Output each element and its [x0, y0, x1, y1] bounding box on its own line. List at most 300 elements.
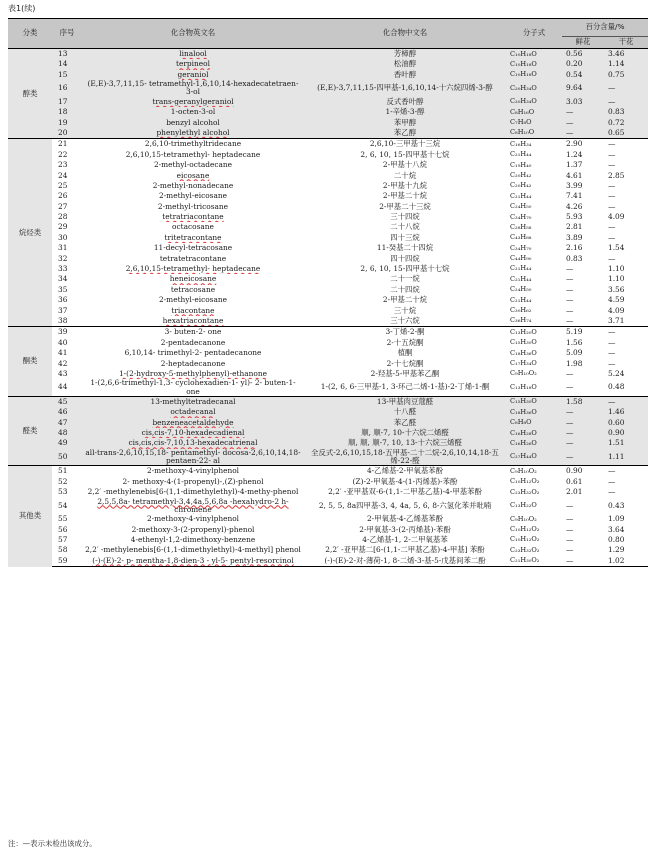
fresh-percent-cell: —	[562, 107, 604, 117]
table-header	[8, 19, 648, 49]
index-cell: 45	[52, 396, 82, 407]
fresh-percent-cell: —	[562, 407, 604, 417]
dried-percent-cell: 1.11	[604, 449, 648, 466]
english-name-text: hexatriacontane	[162, 315, 224, 325]
formula-cell: C₂₃H₃₂O₂	[510, 545, 540, 554]
fresh-percent-cell: —	[562, 316, 604, 327]
formula-cell: C₂₁H₄₄	[510, 264, 532, 273]
chinese-name-cell: 2-十七烷酮	[386, 358, 424, 368]
formula-cell: C₈H₁₆O	[506, 107, 562, 117]
table-row	[8, 222, 648, 232]
fresh-percent-cell: 0.56	[562, 49, 604, 60]
chinese-name-cell: 2-羟基-5-甲基苯乙酮	[370, 368, 440, 378]
chinese-name-cell: 1-辛烯-3-醇	[304, 107, 506, 117]
dried-percent-cell: 0.43	[608, 500, 625, 510]
table-row	[8, 359, 648, 369]
chinese-name-cell: 2-甲基二十烷	[382, 191, 428, 201]
english-name-cell: 1-octen-3-ol	[82, 107, 304, 117]
formula-cell: C₉H₁₀O₂	[510, 369, 537, 378]
chinese-name-cell: 2, 6, 10, 15-四甲基十七烷	[360, 264, 450, 274]
dried-percent-cell: 0.80	[608, 534, 625, 544]
index-cell: 30	[58, 232, 68, 242]
fresh-percent-cell: 3.03	[562, 97, 604, 107]
english-name-cell	[82, 233, 304, 243]
dried-percent-cell: 3.71	[604, 316, 648, 327]
index-cell: 58	[58, 545, 68, 555]
english-name-text: tritetracontane	[164, 232, 222, 242]
table-body	[8, 49, 648, 567]
index-cell: 37	[58, 305, 68, 315]
dried-percent-cell: —	[608, 358, 616, 368]
dried-percent-cell: 3.64	[608, 524, 625, 534]
chinese-name-cell: 苯甲醇	[304, 118, 506, 128]
header-percent: 百分含量/%	[562, 19, 648, 37]
formula-cell: C₂₀H₄₂	[510, 181, 532, 190]
table-row	[8, 487, 648, 497]
fresh-percent-cell: 0.90	[566, 466, 583, 476]
dried-percent-cell: 1.09	[608, 514, 625, 524]
english-name-cell: tetracosane	[170, 284, 216, 294]
table-row	[8, 212, 648, 222]
table-row	[8, 181, 648, 191]
index-cell: 56	[58, 524, 68, 534]
table-row	[8, 49, 648, 60]
index-cell: 23	[58, 160, 68, 170]
index-cell: 22	[58, 149, 68, 159]
dried-percent-cell: —	[608, 487, 616, 497]
index-cell: 36	[58, 295, 68, 305]
chinese-name-cell: 松油醇	[304, 59, 506, 69]
fresh-percent-cell: —	[562, 438, 604, 448]
table-row	[8, 327, 648, 338]
chinese-name-cell: 2-甲基十九烷	[382, 180, 428, 190]
english-name-cell	[82, 49, 304, 60]
formula-cell: C₂₄H₅₀	[510, 202, 532, 211]
chinese-name-cell: 二十烷	[393, 170, 417, 180]
dried-percent-cell: —	[608, 466, 616, 476]
formula-cell: C₃₆H₇₄	[506, 316, 562, 327]
chinese-name-cell: 四十四烷	[390, 253, 420, 263]
formula-cell: C₂₁H₄₄	[510, 295, 532, 304]
english-name-cell	[82, 498, 304, 515]
index-cell: 43	[58, 368, 68, 378]
table-row	[8, 233, 648, 243]
index-cell: 44	[52, 379, 82, 396]
index-cell: 26	[58, 191, 68, 201]
dried-percent-cell: 0.72	[604, 118, 648, 128]
formula-cell: C₁₀H₁₂O₂	[510, 524, 540, 533]
formula-cell: C₁₀H₁₂O₂	[510, 535, 540, 544]
english-name-cell	[82, 306, 304, 316]
index-cell: 16	[52, 80, 82, 97]
index-cell: 47	[52, 418, 82, 428]
index-cell: 38	[52, 316, 82, 327]
dried-percent-cell: —	[608, 253, 616, 263]
english-name-cell: 2-methoxy-4-vinylphenol	[146, 514, 240, 524]
english-name-cell: 3- buten-2- one	[164, 327, 222, 337]
fresh-percent-cell: 1.24	[566, 149, 583, 159]
formula-cell: C₂₄H₅₀	[510, 285, 532, 294]
formula-cell: C₂₁H₄₄	[510, 274, 532, 283]
index-cell: 19	[52, 118, 82, 128]
fresh-percent-cell: —	[562, 449, 604, 466]
formula-cell: C₂₈H₅₈	[510, 222, 532, 231]
english-name-cell	[82, 170, 304, 180]
english-name-text: (-)-(E)-2- p- mentha-1,8-dien-3 - yl-5- pentyl-resorcinol	[92, 555, 294, 565]
english-name-cell: 2-methyl-octadecane	[153, 160, 233, 170]
fresh-percent-cell: —	[566, 524, 574, 534]
dried-percent-cell: 4.09	[608, 212, 625, 222]
formula-cell: C₁₀H₁₂O₂	[510, 477, 540, 486]
header-dried: 干花	[604, 37, 648, 49]
compound-table	[8, 18, 648, 567]
fresh-percent-cell: —	[566, 514, 574, 524]
fresh-percent-cell: —	[566, 284, 574, 294]
index-cell: 14	[52, 59, 82, 69]
chinese-name-cell: 顺, 顺-7, 10-十六烷二烯醛	[304, 428, 506, 438]
english-name-cell: 2,2′ -methylenebis[6-(1,1-dimethylethyl)-4-methyl] phenol	[85, 545, 301, 555]
english-name-cell	[82, 97, 304, 107]
fresh-percent-cell: 9.64	[562, 80, 604, 97]
dried-percent-cell: 1.46	[604, 407, 648, 417]
fresh-percent-cell: 0.54	[562, 70, 604, 80]
fresh-percent-cell: 0.20	[562, 59, 604, 69]
formula-cell: C₁₈H₃₆O	[506, 407, 562, 417]
formula-cell: C₁₃H₂₂O	[510, 501, 537, 510]
index-cell: 48	[52, 428, 82, 438]
english-name-cell: 6,10,14- trimethyl-2- pentadecanone	[124, 348, 262, 358]
chinese-name-cell: (E,E)-3,7,11,15-四甲基-1,6,10,14-十六烷四烯-3-醇	[304, 80, 506, 97]
english-name-cell	[82, 316, 304, 327]
index-cell: 35	[58, 284, 68, 294]
dried-percent-cell: 1.14	[604, 59, 648, 69]
dried-percent-cell: —	[604, 396, 648, 407]
dried-percent-cell: —	[608, 149, 616, 159]
english-name-text: tetratriacontane	[162, 212, 224, 222]
english-name-text: 1-(2-hydroxy-5-methylphenyl)-ethanone	[118, 368, 268, 378]
fresh-percent-cell: 2.16	[566, 243, 583, 253]
index-cell: 55	[58, 514, 68, 524]
dried-percent-cell: 0.75	[604, 70, 648, 80]
formula-cell: C₂₀H₄₂	[510, 170, 532, 179]
formula-cell: C₁₅H₃₀O	[506, 396, 562, 407]
table-row	[8, 59, 648, 69]
english-name-cell: 2-heptadecanone	[160, 358, 226, 368]
chinese-name-cell: 2-甲基二十烷	[382, 295, 428, 305]
english-name-cell: 13-methyltetradecanal	[82, 396, 304, 407]
table-row	[8, 170, 648, 180]
dried-percent-cell: —	[604, 97, 648, 107]
chinese-name-cell: 三十六烷	[304, 316, 506, 327]
dried-percent-cell: —	[608, 180, 616, 190]
table-row	[8, 202, 648, 212]
table-row	[8, 428, 648, 438]
formula-cell: C₁₀H₁₈O	[506, 49, 562, 60]
category-cell: 醇类	[8, 49, 52, 139]
chinese-name-cell: 四十三烷	[390, 232, 420, 242]
formula-cell: C₂₁H₄₄	[510, 191, 532, 200]
index-cell: 54	[58, 500, 68, 510]
category-cell: 烷烃类	[8, 139, 52, 327]
english-name-text: heneicosane	[169, 274, 217, 284]
chinese-name-cell: 2-十五烷酮	[386, 337, 424, 347]
table-row	[8, 396, 648, 407]
dried-percent-cell: —	[604, 80, 648, 97]
formula-cell: C₉H₁₀O₂	[510, 466, 537, 475]
index-cell: 21	[58, 139, 68, 149]
chinese-name-cell: 苯乙醇	[304, 128, 506, 139]
index-cell: 41	[58, 348, 68, 358]
english-name-text: 2,5,5,8a- tetramethyl-3,4,4a,5,6,8a -hexahydro-2 h-chromene	[97, 497, 289, 514]
table-row	[8, 107, 648, 117]
fresh-percent-cell: 4.61	[566, 170, 583, 180]
table-row	[8, 128, 648, 139]
dried-percent-cell: 1.10	[608, 274, 625, 284]
chinese-name-cell: 二十四烷	[390, 284, 420, 294]
english-name-cell: all-trans-2,6,10,15,18- pentamethyl- docosa-2,6,10,14,18-pentaen-22- al	[82, 449, 304, 466]
english-name-text: linalool	[179, 49, 207, 59]
dried-percent-cell: 1.10	[608, 264, 625, 274]
english-name-text: eicosane	[176, 170, 210, 180]
english-name-cell	[82, 59, 304, 69]
table-row	[8, 160, 648, 170]
chinese-name-cell: 2,6,10-三甲基十三烷	[369, 139, 441, 149]
formula-cell: C₄₃H₈₈	[510, 233, 532, 242]
category-cell: 酮类	[8, 327, 52, 397]
index-cell: 39	[58, 327, 68, 337]
fresh-percent-cell: 4.26	[566, 201, 583, 211]
chinese-name-cell: 顺, 顺, 顺-7, 10, 13-十六烷三烯醛	[304, 438, 506, 448]
dried-percent-cell: 0.60	[604, 418, 648, 428]
table-row	[8, 545, 648, 555]
index-cell: 33	[58, 264, 68, 274]
english-name-cell: 4-ethenyl-1,2-dimethoxy-benzene	[130, 534, 256, 544]
fresh-percent-cell: —	[566, 500, 574, 510]
table-row	[8, 449, 648, 466]
english-name-cell: 2-pentadecanone	[160, 337, 226, 347]
fresh-percent-cell: 2.01	[566, 487, 583, 497]
table-row	[8, 348, 648, 358]
dried-percent-cell: 5.24	[608, 368, 625, 378]
formula-cell: C₈H₈O	[506, 418, 562, 428]
index-cell: 52	[58, 476, 68, 486]
english-name-cell	[82, 369, 304, 379]
formula-cell: C₂₃H₃₂O₂	[510, 487, 540, 496]
fresh-percent-cell: —	[566, 305, 574, 315]
chinese-name-cell: 二十八烷	[390, 222, 420, 232]
table-row	[8, 514, 648, 524]
dried-percent-cell: 1.29	[608, 545, 625, 555]
index-cell: 29	[58, 222, 68, 232]
english-name-cell: 2-methoxy-3-(2-propenyl)-phenol	[131, 524, 255, 534]
table-row	[8, 556, 648, 567]
fresh-percent-cell: —	[566, 368, 574, 378]
fresh-percent-cell: —	[566, 264, 574, 274]
formula-cell: C₁₃H₁₈O	[506, 379, 562, 396]
formula-cell: C₁₀H₁₈O	[506, 70, 562, 80]
index-cell: 15	[52, 70, 82, 80]
english-name-cell: (E,E)-3,7,11,15- tetramethyl-1,6,10,14-hexadecatetraen-3-ol	[82, 80, 304, 97]
formula-cell: C₇H₈O	[506, 118, 562, 128]
dried-percent-cell: —	[608, 160, 616, 170]
english-name-text: geraniol	[177, 69, 209, 79]
chinese-name-cell: 2,2′ -亚甲基二[6-(1,1-二甲基乙基)-4-甲基] 苯酚	[325, 545, 485, 555]
chinese-name-cell: 全反式-2,6,10,15,18-五甲基-二十二烷-2,6,10,14,18-五烯-22-醛	[304, 449, 506, 466]
dried-percent-cell: 4.59	[608, 295, 625, 305]
table-row	[8, 70, 648, 80]
chinese-name-cell: 二十一烷	[390, 274, 420, 284]
fresh-percent-cell: —	[566, 274, 574, 284]
dried-percent-cell: —	[608, 337, 616, 347]
formula-cell: C₁₇H₃₄O	[510, 359, 537, 367]
chinese-name-cell: 2-甲基二十三烷	[379, 201, 431, 211]
dried-percent-cell: 1.02	[604, 556, 648, 567]
index-cell: 34	[58, 274, 68, 284]
index-cell: 27	[58, 201, 68, 211]
chinese-name-cell: 3-丁烯-2-酮	[385, 327, 425, 337]
table-row	[8, 316, 648, 327]
english-name-cell: 2-methyl-eicosane	[158, 191, 227, 201]
formula-cell: C₂₇H₄₄O	[506, 449, 562, 466]
chinese-name-cell: 三十四烷	[390, 212, 420, 222]
formula-cell: C₁₆H₃₄	[510, 139, 532, 148]
dried-percent-cell: 1.51	[604, 438, 648, 448]
fresh-percent-cell: 0.61	[566, 476, 583, 486]
chinese-name-cell: 苯乙醛	[304, 418, 506, 428]
chinese-name-cell: 十八醛	[304, 407, 506, 417]
index-cell: 59	[52, 556, 82, 567]
dried-percent-cell: —	[608, 327, 616, 337]
dried-percent-cell: 0.48	[604, 379, 648, 396]
table-row	[8, 535, 648, 545]
table-row	[8, 524, 648, 534]
category-cell: 其他类	[8, 466, 52, 567]
chinese-name-cell: 11-癸基二十四烷	[376, 243, 434, 253]
index-cell: 32	[58, 253, 68, 263]
dried-percent-cell: —	[608, 191, 616, 201]
fresh-percent-cell: 1.58	[562, 396, 604, 407]
dried-percent-cell: 3.46	[604, 49, 648, 60]
english-name-cell	[82, 556, 304, 567]
chinese-name-cell: 2-甲氧基-3-(2-丙烯基)-苯酚	[359, 524, 451, 534]
formula-cell: C₁₃H₂₀O	[510, 327, 537, 336]
english-name-cell: 2- methoxy-4-(1-propenyl)-,(Z)-phenol	[122, 476, 264, 486]
chinese-name-cell: 2,2′ -亚甲基双-6-(1,1-二甲基乙基)-4-甲基苯酚	[328, 487, 482, 497]
formula-cell: C₃₄H₇₀	[510, 212, 532, 221]
table-row	[8, 274, 648, 284]
index-cell: 13	[52, 49, 82, 60]
english-name-cell	[82, 418, 304, 428]
table-row	[8, 369, 648, 379]
chinese-name-cell: 2, 5, 5, 8a四甲基-3, 4, 4a, 5, 6, 8-六氢化苯并吡喃	[318, 500, 492, 510]
chinese-name-cell: 13-甲基肉豆蔻醛	[304, 396, 506, 407]
table-row	[8, 118, 648, 128]
table-row	[8, 438, 648, 448]
chinese-name-cell: 4-乙烯基-2-甲氧基苯酚	[366, 466, 444, 476]
category-cell: 醛类	[8, 396, 52, 466]
formula-cell: C₃₄H₇₀	[510, 243, 532, 252]
dried-percent-cell: 4.09	[608, 305, 625, 315]
formula-cell: C₁₅H₃₀O	[510, 338, 537, 347]
index-cell: 20	[52, 128, 82, 139]
table-row	[8, 80, 648, 97]
dried-percent-cell: 3.56	[608, 284, 625, 294]
fresh-percent-cell: 2.90	[566, 139, 583, 149]
english-name-cell	[82, 264, 304, 274]
table-row	[8, 264, 648, 274]
chinese-name-cell: 三十烷	[393, 305, 417, 315]
chinese-name-cell: 2, 6, 10, 15-四甲基十七烷	[360, 149, 450, 159]
fresh-percent-cell: 5.09	[566, 348, 583, 358]
chinese-name-cell: 1-(2, 6, 6-三甲基-1, 3-环己二烯-1-基)-2-丁烯-1-酮	[304, 379, 506, 396]
chinese-name-cell: 2-甲氧基-4-乙烯基苯酚	[366, 514, 444, 524]
index-cell: 40	[58, 337, 68, 347]
index-cell: 25	[58, 180, 68, 190]
table-row	[8, 477, 648, 487]
index-cell: 53	[58, 487, 68, 497]
fresh-percent-cell: 7.41	[566, 191, 583, 201]
chinese-name-cell: 植酮	[397, 348, 413, 358]
formula-cell: C₂₁H₃₀O₂	[506, 556, 562, 567]
dried-percent-cell: —	[608, 348, 616, 358]
chinese-name-cell: 芳樟醇	[304, 49, 506, 60]
english-name-text: terpineol	[176, 59, 210, 69]
index-cell: 17	[52, 97, 82, 107]
english-name-text: trans-geranylgeraniol	[152, 96, 234, 106]
dried-percent-cell: 0.83	[604, 107, 648, 117]
english-name-cell	[82, 438, 304, 448]
english-name-text: 2,6,10,15-tetramethyl- heptadecane	[125, 264, 261, 274]
formula-cell: C₁₆H₂₆O	[506, 438, 562, 448]
fresh-percent-cell: 1.56	[566, 337, 583, 347]
formula-cell: C₁₀H₁₈O	[506, 59, 562, 69]
header-en-name: 化合物英文名	[82, 19, 304, 49]
formula-cell: C₁₆H₂₈O	[506, 428, 562, 438]
fresh-percent-cell: —	[562, 418, 604, 428]
english-name-text: benzeneacetaldehyde	[152, 417, 234, 427]
index-cell: 57	[58, 534, 68, 544]
formula-cell: C₂₀H₃₄O	[506, 97, 562, 107]
index-cell: 50	[52, 449, 82, 466]
header-formula: 分子式	[506, 19, 562, 49]
index-cell: 28	[58, 212, 68, 222]
dried-percent-cell: 2.85	[608, 170, 625, 180]
fresh-percent-cell: 1.37	[566, 160, 583, 170]
fresh-percent-cell: 1.98	[566, 358, 583, 368]
formula-cell: C₈H₁₀O	[506, 128, 562, 139]
index-cell: 24	[58, 170, 68, 180]
header-fresh: 鲜花	[562, 37, 604, 49]
table-row	[8, 97, 648, 107]
dried-percent-cell: 1.54	[608, 243, 625, 253]
index-cell: 31	[58, 243, 68, 253]
english-name-cell: benzyl alcohol	[82, 118, 304, 128]
fresh-percent-cell: —	[562, 556, 604, 567]
fresh-percent-cell: —	[562, 428, 604, 438]
english-name-text: triacontane	[171, 305, 215, 315]
english-name-cell	[82, 128, 304, 139]
formula-cell: C₉H₁₀O₂	[510, 514, 537, 523]
index-cell: 18	[52, 107, 82, 117]
fresh-percent-cell: 0.83	[566, 253, 583, 263]
english-name-cell: 2,6,10-trimethyltridecane	[144, 139, 242, 149]
english-name-cell	[82, 70, 304, 80]
english-name-text: octadecanal	[170, 407, 216, 417]
header-category: 分类	[8, 19, 52, 49]
fresh-percent-cell: 5.19	[566, 327, 583, 337]
english-name-cell: 2,6,10,15-tetramethyl- heptadecane	[125, 149, 261, 159]
chinese-name-cell: 2-甲基十八烷	[382, 160, 428, 170]
